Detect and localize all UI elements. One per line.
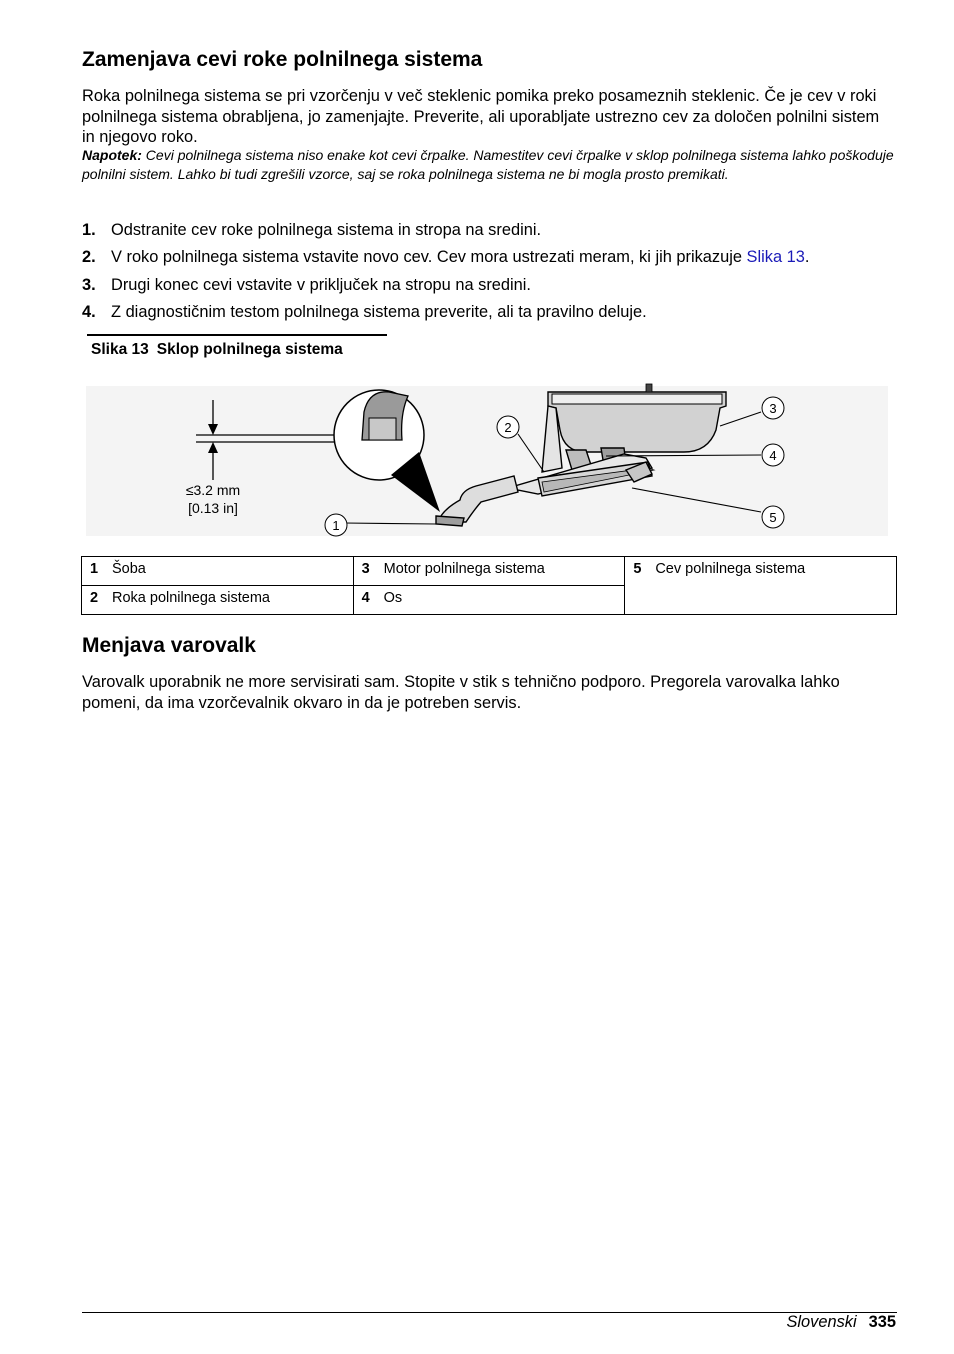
distributor-assembly-illustration — [86, 372, 888, 544]
dimension-mm: ≤3.2 mm — [185, 482, 241, 498]
legend-text: Os — [383, 590, 403, 606]
callout-number: 1 — [332, 518, 340, 533]
step-number: 1. — [82, 221, 96, 239]
table-row — [82, 557, 897, 586]
callout-2 — [497, 416, 519, 438]
legend-text: Roka polnilnega sistema — [112, 590, 270, 606]
step-text: Z diagnostičnim testom polnilnega sistema preverite, ali ta pravilno deluje. — [111, 302, 647, 321]
callout-5 — [762, 506, 784, 528]
legend-number: 4 — [361, 590, 370, 606]
note-text: Cevi polnilnega sistema niso enake kot cevi črpalke. Namestitev cevi črpalke v sklop polnilnega sistema lahko poškoduje polnilni sistem. Lahko bi tudi zgrešili vzorce, saj se roka polnilnega sistema ne bi mogla prosto premikati. — [82, 147, 894, 182]
step-number: 2. — [82, 248, 96, 267]
legend-cell — [82, 557, 354, 586]
section-title-fuses: Menjava varovalk — [82, 634, 256, 657]
list-item — [82, 302, 902, 329]
callout-1 — [325, 514, 347, 536]
page-footer — [786, 1312, 896, 1332]
list-item — [82, 275, 902, 302]
callout-number: 5 — [769, 510, 777, 525]
figure-label: Slika 13 — [91, 341, 149, 358]
footer-rule — [82, 1312, 897, 1313]
step-text-after: . — [804, 248, 810, 267]
callout-number: 3 — [769, 401, 777, 416]
steps-list — [82, 220, 902, 329]
step-text: V roko polnilnega sistema vstavite novo cev. Cev mora ustrezati meram, ki jih prikazuje — [111, 248, 747, 267]
legend-number: 5 — [633, 561, 642, 577]
step-text: Odstranite cev roke polnilnega sistema in stropa na sredini. — [111, 221, 542, 239]
page-number: 335 — [868, 1313, 896, 1331]
list-item — [82, 247, 902, 274]
legend-text: Šoba — [112, 561, 146, 577]
callout-number: 2 — [504, 420, 512, 435]
step-text: Drugi konec cevi vstavite v priključek na stropu na sredini. — [111, 275, 531, 294]
callout-4 — [762, 444, 784, 466]
legend-text: Cev polnilnega sistema — [655, 561, 806, 577]
callout-3 — [762, 397, 784, 419]
legend-cell — [625, 557, 897, 615]
legend-number: 1 — [90, 561, 99, 577]
fuses-paragraph: Varovalk uporabnik ne more servisirati sam. Stopite v stik s tehnično podporo. Pregorela varovalka lahko pomeni, da ima vzorčevalnik okvaro in da je potreben servis. — [82, 673, 840, 712]
figure-caption — [91, 341, 343, 359]
footer-language: Slovenski — [786, 1313, 857, 1331]
note — [82, 146, 894, 184]
figure-title: Sklop polnilnega sistema — [156, 341, 343, 358]
note-label: Napotek: — [82, 147, 142, 163]
figure-rule — [87, 334, 387, 336]
legend-cell — [82, 586, 354, 615]
step-number: 3. — [82, 275, 96, 294]
legend-text: Motor polnilnega sistema — [383, 561, 545, 577]
callout-number: 4 — [769, 448, 777, 463]
intro-paragraph: Roka polnilnega sistema se pri vzorčenju v več steklenic pomika preko posameznih steklenic. Če je cev v roki polnilnega sistema obrabljena, jo zamenjajte. Preverite, ali uporabljate ustrezno cev za določen polnilni sistem in njegovo roko. — [82, 87, 880, 146]
list-item — [82, 220, 902, 247]
dimension-in: [0.13 in] — [188, 500, 238, 516]
legend-number: 3 — [361, 561, 370, 577]
figure-legend-table — [81, 556, 897, 615]
section-title-replace-tube: Zamenjava cevi roke polnilnega sistema — [82, 48, 483, 71]
figure-link[interactable]: Slika 13 — [746, 248, 805, 267]
legend-number: 2 — [90, 590, 99, 606]
step-number: 4. — [82, 302, 96, 321]
legend-cell — [353, 557, 625, 586]
legend-cell — [353, 586, 625, 615]
